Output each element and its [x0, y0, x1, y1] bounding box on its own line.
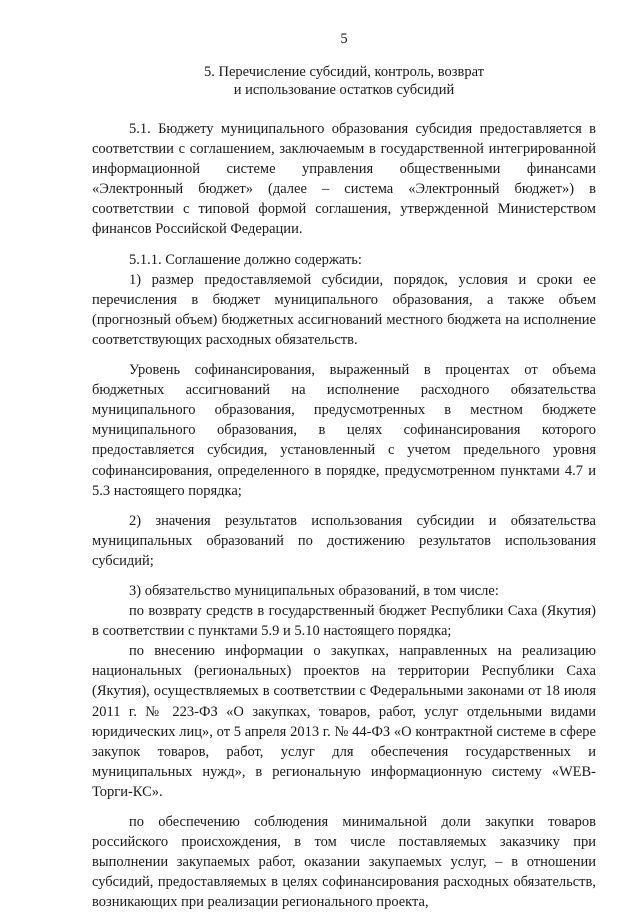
section-heading-line-2: и использование остатков субсидий: [233, 82, 455, 99]
paragraph-5-1-1: 5.1.1. Соглашение должно содержать:: [129, 251, 362, 268]
paragraph-item-2: 2) значения результатов использования субсидии и обязательства муниципальных образований по достижению результатов использования субсидий;: [92, 512, 596, 569]
section-heading: [92, 63, 596, 100]
paragraph-russian-origin: по обеспечению соблюдения минимальной доли закупки товаров российского происхождения, в том числе поставляемых заказчику при выполнении закупаемых работ, оказании закупаемых услуг, – в отношении субсидий, предоставляемых в целях софинансирования расходных обязательств, возникающих при реализации регионального проекта,: [92, 814, 596, 911]
paragraph-cofinancing-level: Уровень софинансирования, выраженный в процентах от объема бюджетных ассигнований на исполнение расходного обязательства муниципального образования, предусмотренных в местном бюджете муниципального образования, в целях софинансирования которого предоставляется субсидия, установленный с учетом предельного уровня софинансирования, определенного в порядке, предусмотренном пунктами 4.7 и 5.3 настоящего порядка;: [92, 362, 596, 499]
paragraph-5-1: 5.1. Бюджету муниципального образования субсидия предоставляется в соответствии с соглашением, заключаемым в государственной интегрированной информационной системе управления общественными финансами «Электронный бюджет» (далее – система «Электронный бюджет») в соответствии с типовой формой соглашения, утвержденной Министерством финансов Российской Федерации.: [92, 121, 596, 238]
page-number: 5: [340, 31, 348, 47]
body-text: [92, 119, 596, 912]
paragraph-item-1: 1) размер предоставляемой субсидии, порядок, условия и сроки ее перечисления в бюджет муниципального образования, а также объем (прогнозный объем) бюджетных ассигнований местного бюджета на исполнение соответствующих расходных обязательств.: [92, 271, 596, 348]
paragraph-procurement-info: по внесению информации о закупках, направленных на реализацию национальных (региональных) проектов на территории Республики Саха (Якутия), осуществляемых в соответствии с Федеральными законами от 18 июля 2011 г. № 223-ФЗ «О закупках, товаров, работ, услуг отдельными видами юридических лиц», от 5 апреля 2013 г. № 44-ФЗ «О контрактной системе в сфере закупок товаров, работ, услуг для обеспечения государственных и муниципальных нужд», в региональную информационную систему «WEB-Торги-КС».: [92, 643, 596, 800]
paragraph-item-3: 3) обязательство муниципальных образований, в том числе:: [129, 582, 499, 599]
paragraph-return-funds: по возврату средств в государственный бюджет Республики Саха (Якутия) в соответствии с пунктами 5.9 и 5.10 настоящего порядка;: [92, 603, 596, 640]
section-heading-line-1: 5. Перечисление субсидий, контроль, возврат: [204, 64, 484, 80]
